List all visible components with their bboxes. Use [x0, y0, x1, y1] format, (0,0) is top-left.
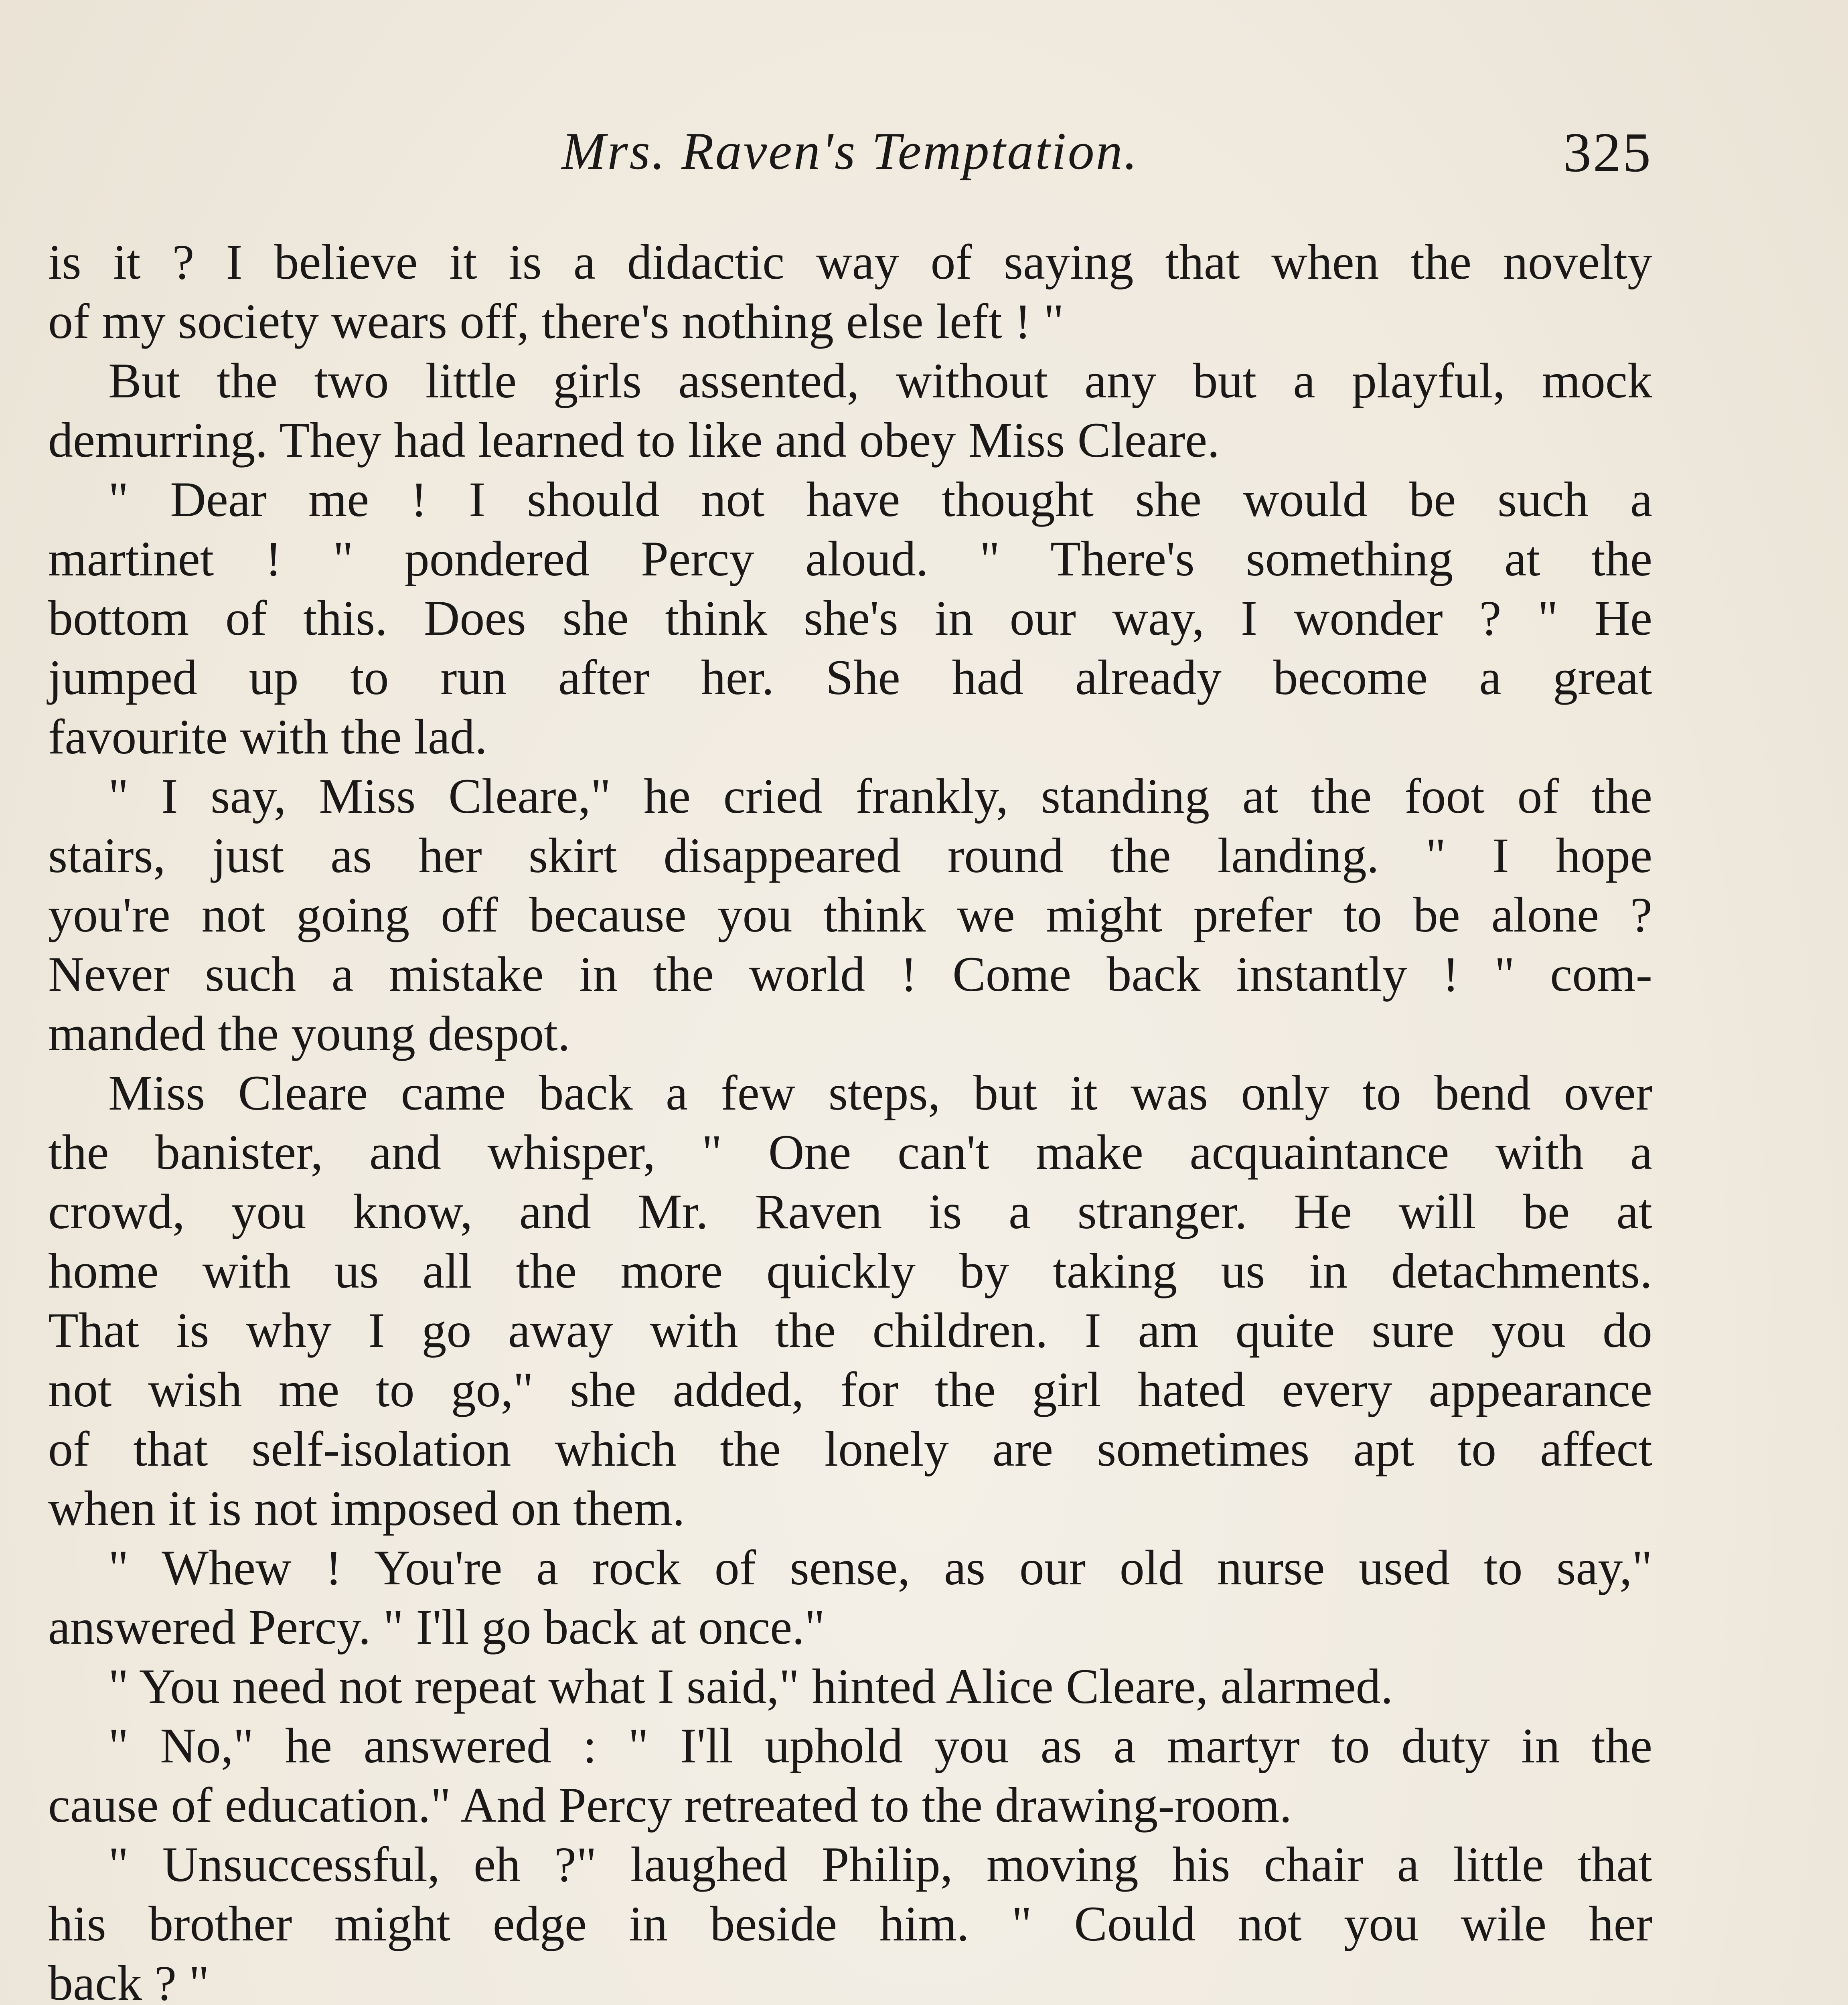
- text-line: But the two little girls assented, without any but a playful, mock: [108, 353, 1652, 408]
- text-line: " You need not repeat what I said," hinted Alice Cleare, alarmed.: [108, 1659, 1393, 1714]
- text-line: " Unsuccessful, eh ?" laughed Philip, moving his chair a little that: [108, 1837, 1652, 1892]
- text-line: of my society wears off, there's nothing else left ! ": [48, 294, 1064, 349]
- text-line: home with us all the more quickly by taking us in detachments.: [48, 1244, 1652, 1298]
- text-line: crowd, you know, and Mr. Raven is a stranger. He will be at: [48, 1184, 1652, 1239]
- text-line: " I say, Miss Cleare," he cried frankly, standing at the foot of the: [108, 769, 1652, 824]
- text-line: favourite with the lad.: [48, 709, 487, 764]
- text-line: That is why I go away with the children. I am quite sure you do: [48, 1303, 1652, 1358]
- text-line: answered Percy. " I'll go back at once.": [48, 1600, 825, 1655]
- text-line: manded the young despot.: [48, 1006, 570, 1061]
- text-line: you're not going off because you think we might prefer to be alone ?: [48, 887, 1652, 942]
- text-line: " No," he answered : " I'll uphold you as a martyr to duty in the: [108, 1718, 1652, 1773]
- text-line: when it is not imposed on them.: [48, 1481, 685, 1536]
- text-line: is it ? I believe it is a didactic way of saying that when the novelty: [48, 235, 1652, 290]
- page-number: 325: [1563, 122, 1652, 184]
- text-line: demurring. They had learned to like and obey Miss Cleare.: [48, 413, 1220, 468]
- text-line: bottom of this. Does she think she's in our way, I wonder ? " He: [48, 591, 1652, 646]
- text-line: of that self-isolation which the lonely are sometimes apt to affect: [48, 1422, 1652, 1476]
- page-header: [48, 120, 1652, 188]
- text-line: cause of education." And Percy retreated to the drawing-room.: [48, 1778, 1292, 1833]
- text-line: Never such a mistake in the world ! Come back instantly ! " com-: [48, 947, 1652, 1002]
- text-line: stairs, just as her skirt disappeared round the landing. " I hope: [48, 828, 1652, 883]
- text-line: " Whew ! You're a rock of sense, as our old nurse used to say,": [108, 1540, 1652, 1595]
- text-line: jumped up to run after her. She had already become a great: [48, 650, 1652, 705]
- running-title: Mrs. Raven's Temptation.: [561, 122, 1139, 180]
- text-line: not wish me to go," she added, for the girl hated every appearance: [48, 1362, 1652, 1417]
- text-line: the banister, and whisper, " One can't make acquaintance with a: [48, 1125, 1652, 1180]
- text-line: back ? ": [48, 1956, 209, 2005]
- text-line: " Dear me ! I should not have thought she would be such a: [108, 472, 1652, 527]
- body-text: [48, 233, 1652, 2005]
- text-line: Miss Cleare came back a few steps, but it was only to bend over: [108, 1065, 1652, 1120]
- text-line: martinet ! " pondered Percy aloud. " There's something at the: [48, 531, 1652, 586]
- text-line: his brother might edge in beside him. " Could not you wile her: [48, 1896, 1652, 1951]
